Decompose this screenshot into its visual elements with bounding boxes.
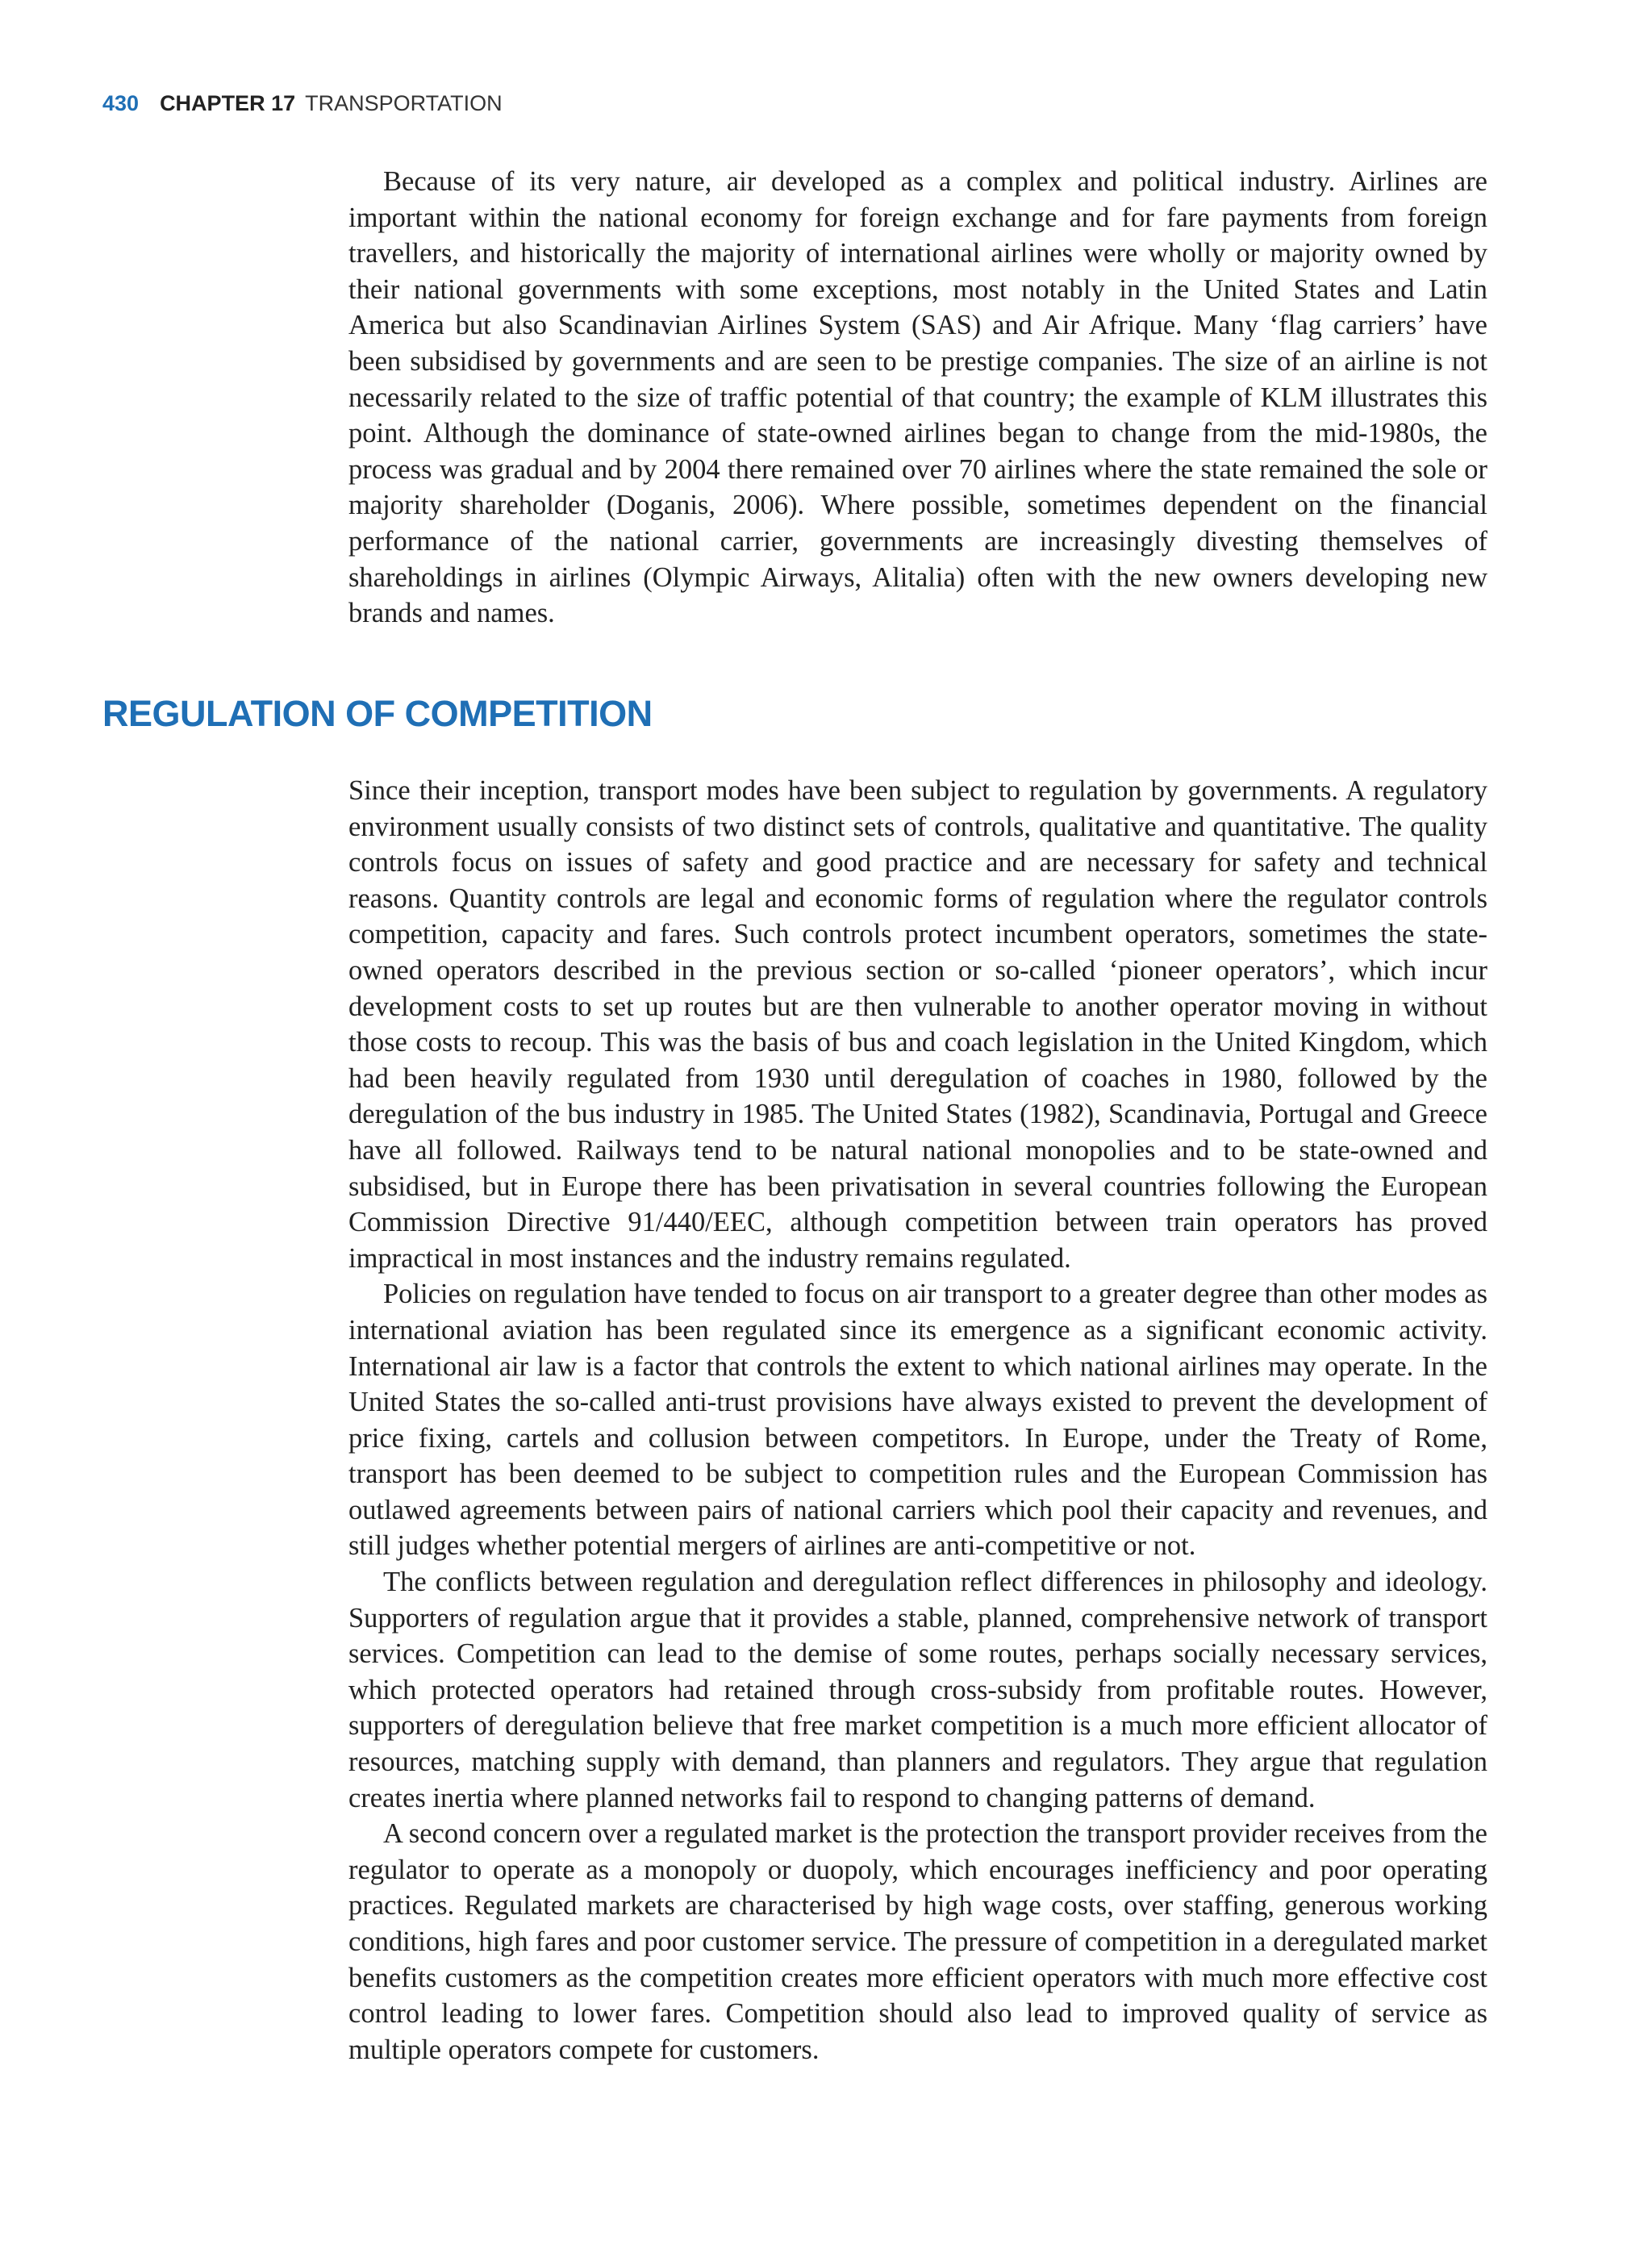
body-paragraph: Because of its very nature, air developed as a complex and political industry. Airlines are important within the national economy for foreign exchange and for fare payments from foreign travellers, and historically the majority of international airlines were wholly or majority owned by their national governments with some exceptions, most notably in the United States and Latin America but also Scandinavian Airlines System (SAS) and Air Afrique. Many ‘flag carriers’ have been subsidised by governments and are seen to be prestige companies. The size of an airline is not necessarily related to the size of traffic potential of that country; the example of KLM illustrates this point. Although the dominance of state-owned airlines began to change from the mid-1980s, the process was gradual and by 2004 there remained over 70 airlines where the state remained the sole or majority shareholder (Doganis, 2006). Where possible, sometimes dependent on the financial performance of the national carrier, governments are increasingly divesting themselves of shareholdings in airlines (Olympic Airways, Alitalia) often with the new owners developing new brands and names. <box>348 166 1487 629</box>
page-number: 430 <box>102 91 140 115</box>
body-paragraph: Since their inception, transport modes have been subject to regulation by governments. A regulatory environment usually consists of two distinct sets of controls, qualitative and quantitative. The quality controls focus on issues of safety and good practice and are necessary for safety and technical reasons. Quantity controls are legal and economic forms of regulation where the regulator controls competition, capacity and fares. Such controls protect incumbent operators, sometimes the state-owned operators described in the previous section or so-called ‘pioneer operators’, which incur development costs to set up routes but are then vulnerable to another operator moving in without those costs to recoup. This was the basis of bus and coach legislation in the United Kingdom, which had been heavily regulated from 1930 until deregulation of coaches in 1980, followed by the deregulation of the bus industry in 1985. The United States (1982), Scandinavia, Portugal and Greece have all followed. Railways tend to be natural national monopolies and to be state-owned and subsidised, but in Europe there has been privatisation in several countries following the European Commission Directive 91/440/EEC, although competition between train operators has proved impractical in most instances and the industry remains regulated. <box>348 775 1487 1274</box>
chapter-label: CHAPTER 17 <box>160 91 296 115</box>
running-head <box>102 87 503 119</box>
chapter-title: TRANSPORTATION <box>305 91 503 115</box>
body-paragraph: A second concern over a regulated market is the protection the transport provider receives from the regulator to operate as a monopoly or duopoly, which encourages inefficiency and poor operating practices. Regulated markets are characterised by high wage costs, over staffing, generous working conditions, high fares and poor customer service. The pressure of competition in a deregulated market benefits customers as the competition creates more efficient operators with much more effective cost control leading to lower fares. Competition should also lead to improved quality of service as multiple operators compete for customers. <box>348 1818 1487 2065</box>
body-paragraph: Policies on regulation have tended to focus on air transport to a greater degree than other modes as international aviation has been regulated since its emergence as a significant economic activity. International air law is a factor that controls the extent to which national airlines may operate. In the United States the so-called anti-trust provisions have always existed to prevent the development of price fixing, cartels and collusion between competitors. In Europe, under the Treaty of Rome, transport has been deemed to be subject to competition rules and the European Commission has outlawed agreements between pairs of national carriers which pool their capacity and revenues, and still judges whether potential mergers of airlines are anti-competitive or not. <box>348 1279 1487 1562</box>
intro-text-block <box>348 164 1487 632</box>
section-text-block <box>348 773 1487 2068</box>
section-heading: REGULATION OF COMPETITION <box>102 693 653 734</box>
body-paragraph: The conflicts between regulation and deregulation reflect differences in philosophy and ideology. Supporters of regulation argue that it provides a stable, planned, comprehensive network of transport services. Competition can lead to the demise of some routes, perhaps socially necessary services, which protected operators had retained through cross-subsidy from profitable routes. However, supporters of deregulation believe that free market competition is a much more efficient allocator of resources, matching supply with demand, than planners and regulators. They argue that regulation creates inertia where planned networks fail to respond to changing patterns of demand. <box>348 1567 1487 1813</box>
